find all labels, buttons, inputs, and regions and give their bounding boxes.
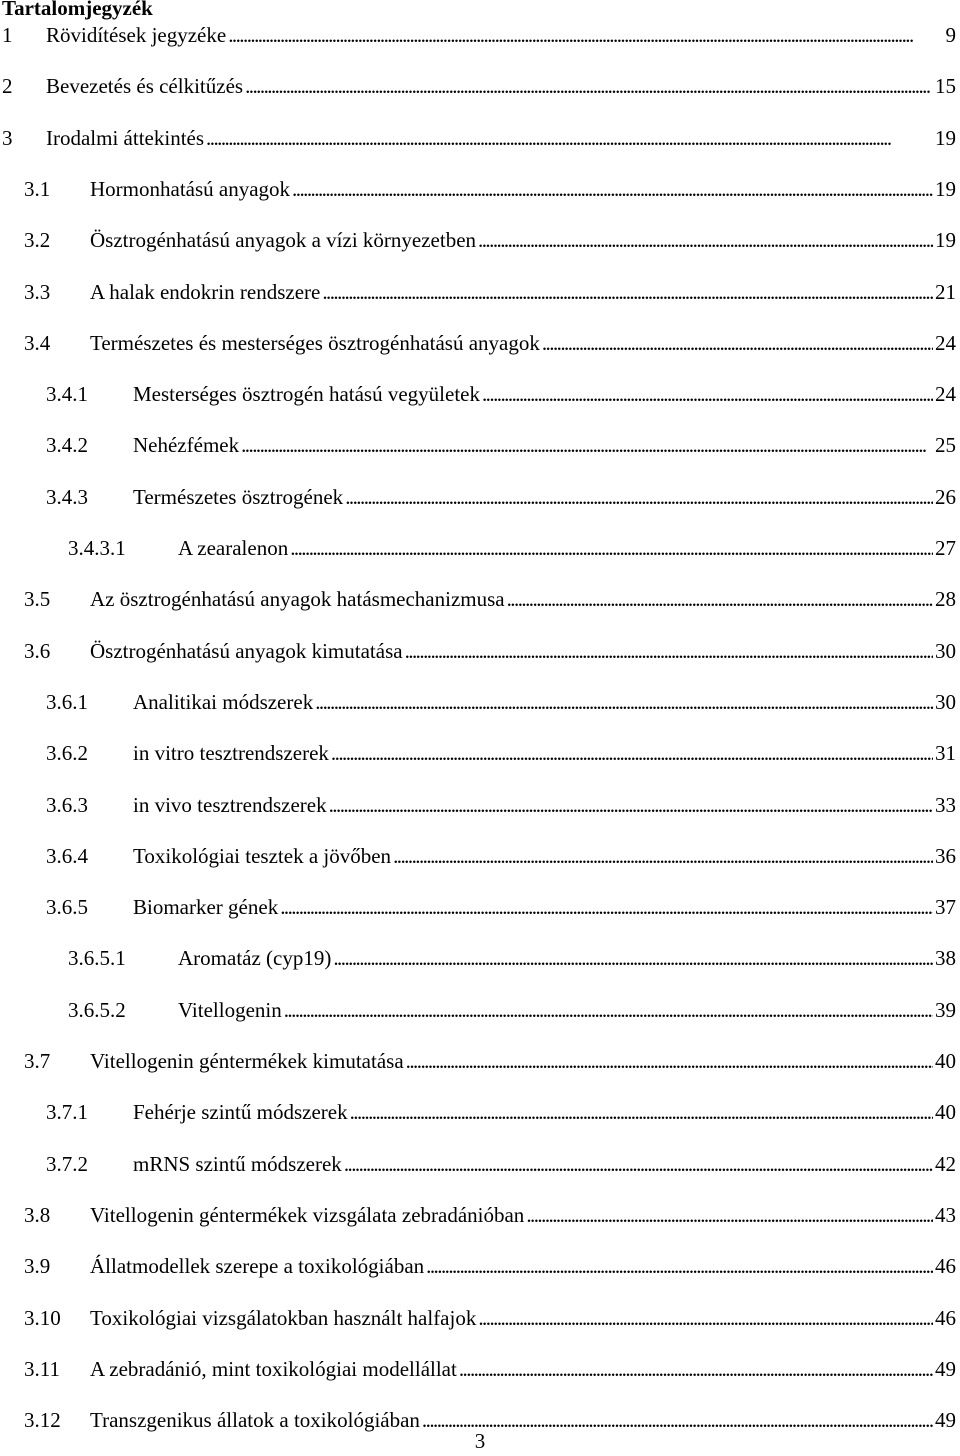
dot-leader <box>478 225 933 255</box>
toc-entry[interactable] <box>0 687 956 717</box>
toc-entry-title: Transzgenikus állatok a toxikológiában <box>90 1408 420 1433</box>
toc-entry[interactable] <box>0 790 956 820</box>
toc-entry-number: 3.6.1 <box>46 689 88 714</box>
dot-leader <box>542 328 933 358</box>
toc-entry-title: Toxikológiai tesztek a jövőben <box>133 843 392 868</box>
toc-entry-number: 3.7.1 <box>46 1100 88 1125</box>
toc-entry-page: 37 <box>935 895 956 920</box>
toc-entry-number: 3.4 <box>24 330 51 355</box>
toc-entry-number: 3.6.3 <box>46 792 88 817</box>
toc-entry-title: Ösztrogénhatású anyagok kimutatása <box>90 638 403 663</box>
toc-entry-page: 26 <box>935 484 956 509</box>
page-number: 3 <box>474 1429 486 1453</box>
dot-leader <box>526 1200 933 1230</box>
toc-entry-title: Toxikológiai vizsgálatokban használt halfajok <box>90 1305 477 1330</box>
toc-entry-number: 3.6.5.1 <box>68 946 126 971</box>
dot-leader <box>284 995 933 1025</box>
toc-entry-title: Mesterséges ösztrogén hatású vegyületek <box>133 382 480 407</box>
dot-leader <box>393 841 933 871</box>
toc-entry[interactable] <box>0 20 956 50</box>
toc-entry-page: 9 <box>945 23 956 47</box>
toc-entry-page: 38 <box>935 946 956 971</box>
toc-entry[interactable] <box>0 1200 956 1230</box>
toc-entry[interactable] <box>0 943 956 973</box>
toc-entry-page: 31 <box>935 741 956 766</box>
dot-leader <box>241 430 933 460</box>
toc-entry-number: 3.6.5 <box>46 895 88 920</box>
toc-entry-number: 3.6.4 <box>46 843 88 868</box>
toc-entry[interactable] <box>0 636 956 666</box>
toc-entry[interactable] <box>0 892 956 922</box>
toc-entry-page: 24 <box>935 330 956 355</box>
toc-entry-title: Irodalmi áttekintés <box>46 125 205 150</box>
toc-entry-title: Természetes és mesterséges ösztrogénhatású anyagok <box>90 330 540 355</box>
dot-leader <box>329 790 933 820</box>
dot-leader <box>482 379 933 409</box>
toc-entry-number: 3.4.3 <box>46 484 88 509</box>
toc-entry-number: 3.2 <box>24 228 51 253</box>
toc-entry-number: 3.3 <box>24 279 51 304</box>
toc-entry-number: 2 <box>2 74 13 99</box>
toc-entry-page: 19 <box>935 228 956 253</box>
toc-entry-number: 3.11 <box>24 1356 60 1381</box>
toc-entry-page: 28 <box>935 587 956 612</box>
toc-entry[interactable] <box>0 123 956 153</box>
toc-entry-number: 3.4.2 <box>46 433 88 458</box>
dot-leader <box>292 174 933 204</box>
dot-leader <box>406 1046 933 1076</box>
toc-entry[interactable] <box>0 430 956 460</box>
toc-entry-title: Vitellogenin <box>178 997 282 1022</box>
toc-entry[interactable] <box>0 328 956 358</box>
toc-entry-page: 39 <box>935 997 956 1022</box>
toc-entry-page: 24 <box>935 382 956 407</box>
toc-entry-number: 3.4.1 <box>46 382 88 407</box>
toc-entry-number: 3.6.2 <box>46 741 88 766</box>
toc-entry-number: 3.10 <box>24 1305 61 1330</box>
toc-entry-title: Természetes ösztrogének <box>133 484 344 509</box>
toc-entry[interactable] <box>0 482 956 512</box>
dot-leader <box>507 584 933 614</box>
toc-entry-title: Az ösztrogénhatású anyagok hatásmechanizmusa <box>90 587 505 612</box>
toc-entry-page: 25 <box>935 433 956 458</box>
toc-entry-title: mRNS szintű módszerek <box>133 1151 342 1176</box>
toc-entry-title: Hormonhatású anyagok <box>90 176 291 201</box>
dot-leader <box>350 1097 933 1127</box>
dot-leader <box>459 1354 933 1384</box>
toc-entry-number: 3.9 <box>24 1254 51 1279</box>
toc-entry[interactable] <box>0 277 956 307</box>
toc-entry-number: 3 <box>2 125 13 150</box>
toc-entry-page: 43 <box>935 1202 956 1227</box>
toc-entry-title: Analitikai módszerek <box>133 689 314 714</box>
toc-entry-title: Fehérje szintű módszerek <box>133 1100 348 1125</box>
toc-entry-page: 19 <box>935 125 956 150</box>
dot-leader <box>344 1149 933 1179</box>
toc-entry-title: A zearalenon <box>178 536 289 560</box>
toc-entry-title: A zebradánió, mint toxikológiai modellállat <box>90 1356 457 1381</box>
toc-entry[interactable] <box>0 533 956 563</box>
toc-entry[interactable] <box>0 1046 956 1076</box>
toc-entry-page: 46 <box>935 1305 956 1330</box>
toc-entry-title: in vitro tesztrendszerek <box>133 741 329 766</box>
toc-entry-number: 3.4.3.1 <box>68 536 126 560</box>
dot-leader <box>315 687 933 717</box>
toc-entry-title: A halak endokrin rendszere <box>90 279 321 304</box>
toc-entry-page: 49 <box>935 1356 956 1381</box>
toc-entry[interactable] <box>0 995 956 1025</box>
toc-entry-page: 40 <box>935 1100 956 1125</box>
toc-entry[interactable] <box>0 225 956 255</box>
toc-entry-title: Állatmodellek szerepe a toxikológiában <box>90 1254 425 1279</box>
toc-entry-page: 42 <box>935 1151 956 1176</box>
toc-entry-page: 19 <box>935 176 956 201</box>
toc-entry-title: Vitellogenin géntermékek kimutatása <box>90 1049 404 1073</box>
toc-entry-title: Bevezetés és célkitűzés <box>46 74 244 99</box>
toc-entry-page: 36 <box>935 843 956 868</box>
toc-entry-title: Biomarker gének <box>133 895 279 920</box>
toc-entry[interactable] <box>0 738 956 768</box>
toc-entry-title: Nehézfémek <box>133 433 240 458</box>
toc-entry-page: 27 <box>935 536 956 560</box>
toc-entry-page: 46 <box>935 1254 956 1279</box>
dot-leader <box>228 20 943 50</box>
toc-entry[interactable] <box>0 71 956 101</box>
toc-entry-title: Rövidítések jegyzéke <box>46 23 227 47</box>
toc-entry-title: Aromatáz (cyp19) <box>178 946 332 971</box>
toc-entry-number: 3.7 <box>24 1049 51 1073</box>
dot-leader <box>206 123 933 153</box>
toc-entry-number: 3.8 <box>24 1202 51 1227</box>
toc-entry[interactable] <box>0 1303 956 1333</box>
toc-entry-page: 33 <box>935 792 956 817</box>
toc-entry-number: 3.7.2 <box>46 1151 88 1176</box>
toc-entry-title: in vivo tesztrendszerek <box>133 792 327 817</box>
dot-leader <box>280 892 933 922</box>
toc-entry-page: 21 <box>935 279 956 304</box>
toc-entry-page: 30 <box>935 638 956 663</box>
dot-leader <box>333 943 933 973</box>
dot-leader <box>405 636 933 666</box>
toc-title: Tartalomjegyzék <box>2 0 153 20</box>
toc-entry[interactable] <box>0 1251 956 1281</box>
toc-entry-number: 3.6.5.2 <box>68 997 126 1022</box>
dot-leader <box>426 1251 933 1281</box>
dot-leader <box>322 277 933 307</box>
dot-leader <box>345 482 933 512</box>
toc-entry-page: 15 <box>935 74 956 99</box>
toc-entry[interactable] <box>0 584 956 614</box>
toc-entry-page: 49 <box>935 1408 956 1433</box>
toc-entry[interactable] <box>0 174 956 204</box>
toc-entry[interactable] <box>0 841 956 871</box>
toc-entry-title: Vitellogenin géntermékek vizsgálata zebradánióban <box>90 1202 525 1227</box>
dot-leader <box>331 738 933 768</box>
dot-leader <box>478 1303 933 1333</box>
toc-entry[interactable] <box>0 1149 956 1179</box>
dot-leader <box>245 71 933 101</box>
toc-entry[interactable] <box>0 379 956 409</box>
toc-entry-page: 30 <box>935 689 956 714</box>
toc-entry-number: 3.1 <box>24 176 51 201</box>
toc-entry[interactable] <box>0 1354 956 1384</box>
toc-entry-number: 3.12 <box>24 1408 61 1433</box>
toc-entry-page: 40 <box>935 1049 956 1073</box>
toc-entry[interactable] <box>0 1097 956 1127</box>
toc-entry-number: 3.6 <box>24 638 51 663</box>
toc-entry-number: 3.5 <box>24 587 51 612</box>
toc-entry-number: 1 <box>2 23 13 47</box>
dot-leader <box>290 533 933 563</box>
toc-entry-title: Ösztrogénhatású anyagok a vízi környezetben <box>90 228 477 253</box>
